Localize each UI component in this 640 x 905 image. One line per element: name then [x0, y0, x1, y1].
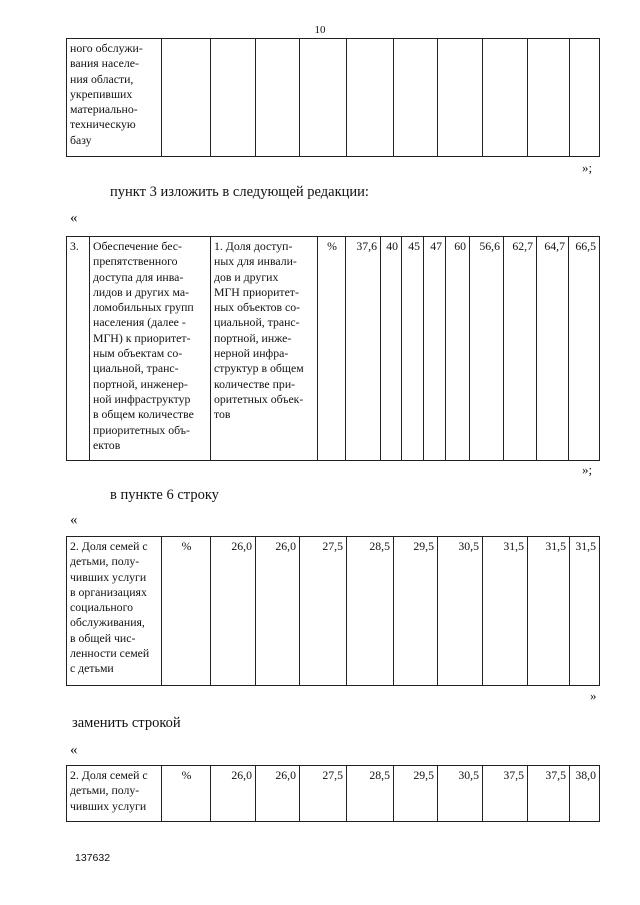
closing-quote: »; — [582, 462, 593, 477]
value-cell: 37,6 — [346, 237, 381, 461]
value-cell: 28,5 — [347, 537, 394, 686]
value-cell: 40 — [381, 237, 402, 461]
paragraph-text: в пункте 6 строку — [110, 487, 219, 503]
value-cell: 38,0 — [570, 766, 600, 822]
table-cell — [483, 39, 528, 157]
value-cell: 29,5 — [394, 537, 438, 686]
value-cell: 30,5 — [438, 537, 483, 686]
row-number: 3. — [67, 237, 90, 461]
value-cell: 26,0 — [211, 537, 256, 686]
unit-cell: % — [162, 766, 211, 822]
value-cell: 45 — [402, 237, 424, 461]
value-cell: 66,5 — [569, 237, 600, 461]
paragraph-text: пункт 3 изложить в следующей редакции: — [110, 184, 369, 200]
measure-name: Обеспечение бес- препятственного доступа для инва- лидов и других ма- ломобильных групп населения (далее - МГН) к приоритет- ным объектам со- циальной, транс- портной, инженер- ной инфраструктур в общем количестве приоритетных объ- ектов — [90, 237, 211, 461]
opening-quote: « — [70, 210, 78, 226]
value-cell: 47 — [424, 237, 446, 461]
value-cell: 30,5 — [438, 766, 483, 822]
value-cell: 62,7 — [504, 237, 537, 461]
table-cell — [347, 39, 394, 157]
opening-quote: « — [70, 512, 78, 528]
value-cell: 26,0 — [211, 766, 256, 822]
indicator-name: 1. Доля доступ- ных для инвали- дов и других МГН приоритет- ных объектов со- циальной, транс- портной, инже- нерной инфра- структур в общем количестве при- оритетных объек- тов — [211, 237, 318, 461]
value-cell: 56,6 — [470, 237, 504, 461]
table-cell — [162, 39, 211, 157]
paragraph-text: заменить строкой — [72, 715, 181, 731]
value-cell: 31,5 — [483, 537, 528, 686]
page-number: 10 — [314, 24, 326, 36]
continuation-table — [66, 38, 600, 157]
table-cell — [570, 39, 600, 157]
value-cell: 31,5 — [528, 537, 570, 686]
opening-quote: « — [70, 742, 78, 758]
value-cell: 26,0 — [256, 766, 300, 822]
value-cell: 27,5 — [300, 537, 347, 686]
unit-cell: % — [318, 237, 346, 461]
table-point-3 — [66, 236, 600, 461]
value-cell: 60 — [446, 237, 470, 461]
table-cell — [528, 39, 570, 157]
table-cell — [438, 39, 483, 157]
value-cell: 31,5 — [570, 537, 600, 686]
indicator-name: 2. Доля семей с детьми, полу- чивших услуги — [67, 766, 162, 822]
table-cell — [300, 39, 347, 157]
unit-cell: % — [162, 537, 211, 686]
value-cell: 26,0 — [256, 537, 300, 686]
table-point-6-old-row — [66, 536, 600, 686]
value-cell: 27,5 — [300, 766, 347, 822]
table-cell — [211, 39, 256, 157]
value-cell: 28,5 — [347, 766, 394, 822]
table-point-6-new-row — [66, 765, 600, 822]
closing-quote: »; — [582, 160, 593, 175]
table-cell-text: ного обслужи- вания населе- ния области, укрепивших материально- техническую базу — [67, 39, 162, 157]
value-cell: 29,5 — [394, 766, 438, 822]
value-cell: 64,7 — [537, 237, 569, 461]
value-cell: 37,5 — [528, 766, 570, 822]
value-cell: 37,5 — [483, 766, 528, 822]
table-cell — [394, 39, 438, 157]
document-code: 137632 — [75, 852, 111, 864]
table-cell — [256, 39, 300, 157]
closing-quote: » — [590, 688, 597, 703]
indicator-name: 2. Доля семей с детьми, полу- чивших услуги в организациях социального обслуживания, в общей чис- ленности семей с детьми — [67, 537, 162, 686]
